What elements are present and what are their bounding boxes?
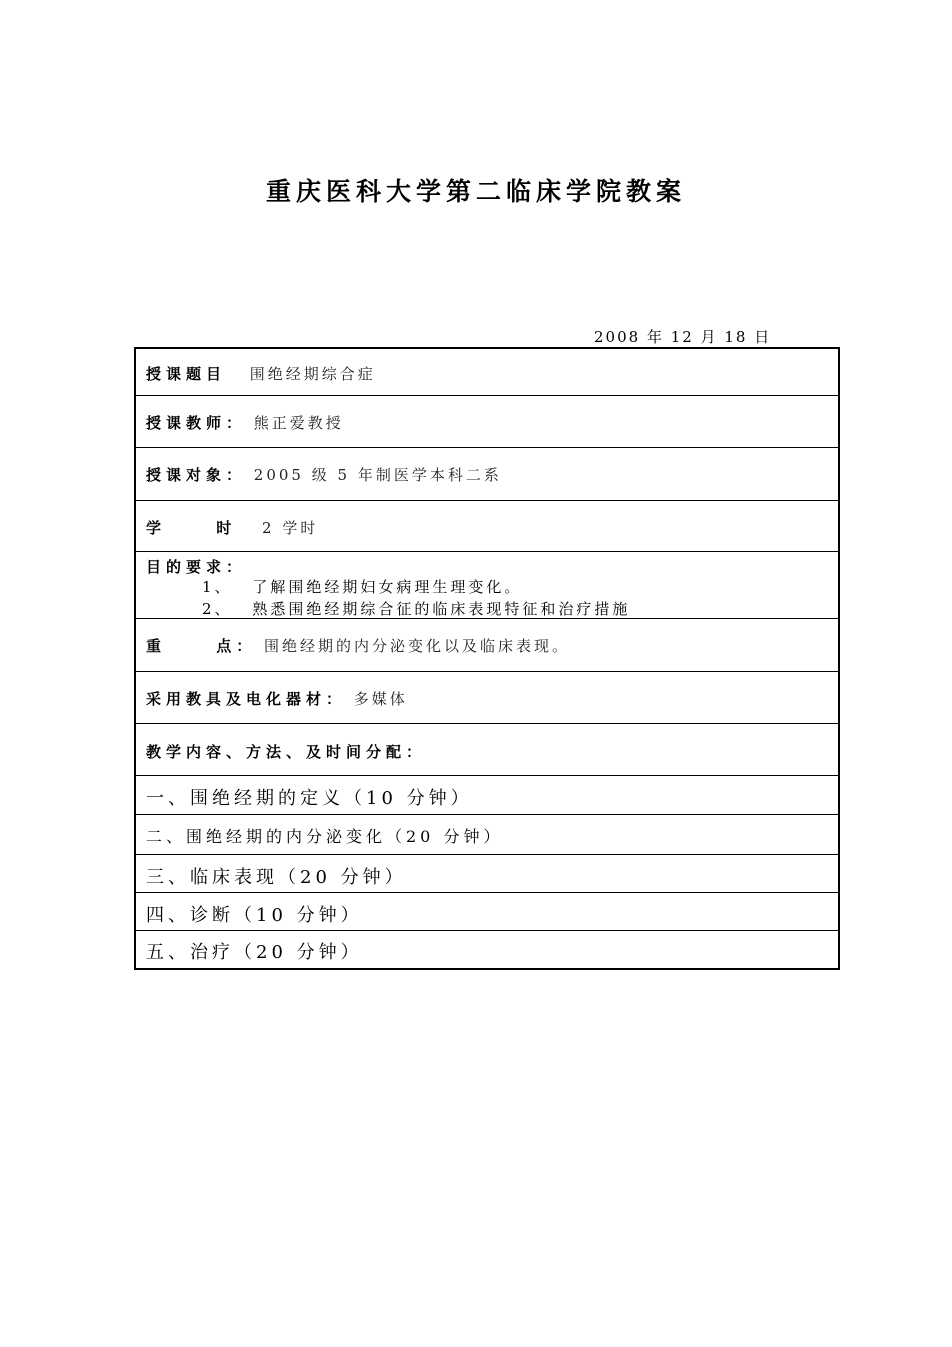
- key-points-label: 重 点：: [146, 637, 257, 655]
- hours-value: 2 学时: [262, 519, 319, 537]
- hours-label: 学 时: [146, 519, 237, 537]
- hours-row: [136, 501, 838, 552]
- section-row: [136, 893, 838, 931]
- section-item: 四、诊断（10 分钟）: [146, 905, 363, 926]
- audience-value: 2005 级 5 年制医学本科二系: [253, 466, 502, 484]
- section-item: 五、治疗（20 分钟）: [146, 942, 363, 963]
- goal-number: 1、: [202, 578, 233, 596]
- audience-label: 授课对象：: [146, 466, 247, 484]
- topic-value: 围绝经期综合症: [249, 365, 376, 383]
- section-row: [136, 815, 838, 855]
- goal-text: 熟悉围绝经期综合征的临床表现特征和治疗措施: [252, 600, 631, 618]
- topic-row: [136, 349, 838, 396]
- media-value: 多媒体: [353, 690, 408, 708]
- section-row: [136, 931, 838, 968]
- section-row: [136, 855, 838, 893]
- goal-item: [202, 576, 522, 597]
- goal-item: [202, 598, 630, 619]
- media-label: 采用教具及电化器材：: [146, 690, 347, 708]
- key-points-value: 围绝经期的内分泌变化以及临床表现。: [264, 637, 571, 655]
- section-item: 二、围绝经期的内分泌变化（20 分钟）: [146, 827, 504, 846]
- goals-label: 目的要求：: [146, 558, 247, 576]
- content-header-row: [136, 724, 838, 776]
- goal-number: 2、: [202, 600, 233, 618]
- key-points-row: [136, 619, 838, 672]
- goal-text: 了解围绝经期妇女病理生理变化。: [252, 578, 523, 596]
- section-item: 三、临床表现（20 分钟）: [146, 867, 407, 888]
- teacher-label: 授课教师：: [146, 414, 247, 432]
- media-row: [136, 672, 838, 724]
- content-header-label: 教学内容、方法、及时间分配：: [146, 743, 427, 761]
- goals-row: [136, 552, 838, 619]
- audience-row: [136, 448, 838, 501]
- lesson-date: 2008 年 12 月 18 日: [594, 328, 772, 346]
- teacher-value: 熊正爱教授: [253, 414, 344, 432]
- section-row: [136, 776, 838, 815]
- teacher-row: [136, 396, 838, 448]
- topic-label: 授课题目: [146, 365, 227, 383]
- section-item: 一、围绝经期的定义（10 分钟）: [146, 788, 473, 809]
- lesson-plan-table: [134, 347, 840, 970]
- document-title: 重庆医科大学第二临床学院教案: [265, 177, 686, 206]
